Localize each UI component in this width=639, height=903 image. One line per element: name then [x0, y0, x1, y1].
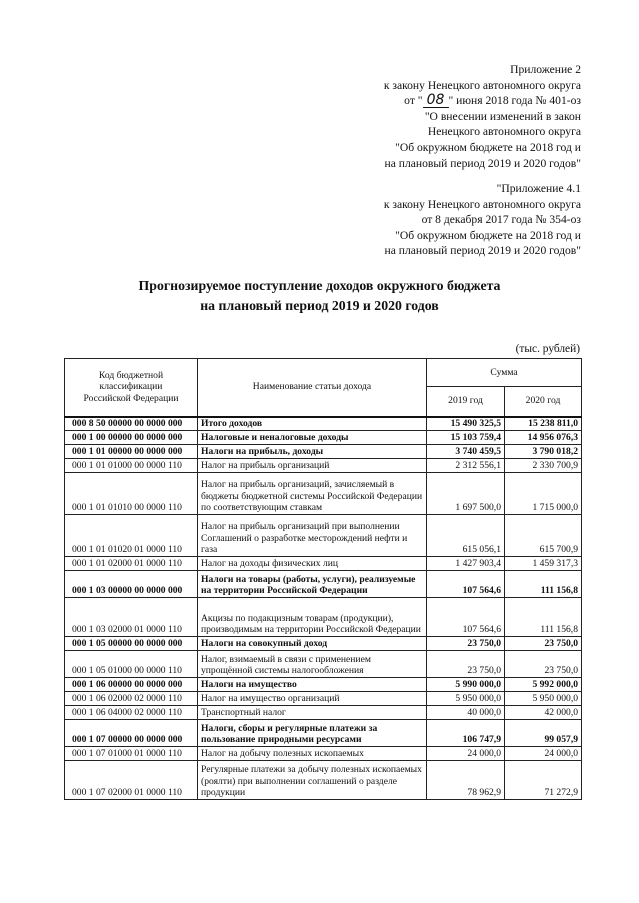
table-row	[65, 637, 582, 651]
table-row	[65, 431, 582, 445]
header-2019: 2019 год	[427, 387, 505, 417]
cell-code: 000 1 01 01020 01 0000 110	[65, 515, 198, 557]
cell-name: Регулярные платежи за добычу полезных ископаемых (роялти) при выполнении соглашений о разделе продукции	[198, 761, 427, 800]
appendix-4-1-title: "Приложение 4.1	[496, 182, 581, 195]
cell-name: Налоги, сборы и регулярные платежи за пользование природными ресурсами	[198, 720, 427, 747]
cell-code: 000 1 03 00000 00 0000 000	[65, 571, 198, 598]
appendix-4-1-date: от 8 декабря 2017 года № 354-оз	[421, 213, 581, 227]
table-row	[65, 720, 582, 747]
cell-code: 000 1 01 02000 01 0000 110	[65, 557, 198, 571]
table-row	[65, 747, 582, 761]
cell-code: 000 1 00 00000 00 0000 000	[65, 431, 198, 445]
table-row	[65, 598, 582, 637]
cell-2019: 5 950 000,0	[427, 692, 505, 706]
cell-2020: 23 750,0	[505, 651, 582, 678]
cell-2020: 14 956 076,3	[505, 431, 582, 445]
cell-code: 000 1 07 02000 01 0000 110	[65, 761, 198, 800]
cell-code: 000 1 01 01000 00 0000 110	[65, 459, 198, 473]
appendix-2-line7: на плановый период 2019 и 2020 годов"	[384, 156, 581, 170]
appendix-4-1-line5: на плановый период 2019 и 2020 годов"	[384, 244, 581, 258]
cell-name: Налоги на совокупный доход	[198, 637, 427, 651]
cell-name: Налоги на имущество	[198, 678, 427, 692]
table-row	[65, 557, 582, 571]
table-row	[65, 651, 582, 678]
title-line-1: Прогнозируемое поступление доходов окружного бюджета	[138, 278, 501, 293]
cell-code: 000 1 07 01000 01 0000 110	[65, 747, 198, 761]
cell-2019: 5 990 000,0	[427, 678, 505, 692]
cell-2019: 107 564,6	[427, 598, 505, 637]
cell-2020: 42 000,0	[505, 706, 582, 720]
cell-2020: 99 057,9	[505, 720, 582, 747]
cell-2019: 23 750,0	[427, 651, 505, 678]
table-row	[65, 459, 582, 473]
cell-2020: 71 272,9	[505, 761, 582, 800]
header-name: Наименование статьи дохода	[198, 359, 427, 417]
title-line-2: на плановый период 2019 и 2020 годов	[200, 298, 439, 313]
appendix-2-law: к закону Ненецкого автономного округа	[383, 78, 581, 92]
cell-name: Налог на имущество организаций	[198, 692, 427, 706]
cell-code: 000 1 06 02000 02 0000 110	[65, 692, 198, 706]
appendix-4-1-line4: "Об окружном бюджете на 2018 год и	[395, 228, 581, 242]
appendix-2-line4: "О внесении изменений в закон	[424, 109, 581, 123]
cell-2020: 2 330 700,9	[505, 459, 582, 473]
table-row	[65, 473, 582, 515]
appendix-4-1-law: к закону Ненецкого автономного округа	[383, 197, 581, 211]
cell-name: Акцизы по подакцизным товарам (продукции), производимым на территории Российской Федерации	[198, 598, 427, 637]
cell-2019: 107 564,6	[427, 571, 505, 598]
cell-code: 000 1 03 02000 01 0000 110	[65, 598, 198, 637]
appendix-2-line5: Ненецкого автономного округа	[427, 125, 581, 139]
cell-name: Налоговые и неналоговые доходы	[198, 431, 427, 445]
cell-name: Налоги на товары (работы, услуги), реализуемые на территории Российской Федерации	[198, 571, 427, 598]
cell-name: Налог на прибыль организаций, зачисляемый в бюджеты бюджетной системы Российской Федерации по соответствующим ставкам	[198, 473, 427, 515]
cell-code: 000 1 01 00000 00 0000 000	[65, 445, 198, 459]
appendix-2-title: Приложение 2	[510, 63, 581, 76]
cell-2020: 24 000,0	[505, 747, 582, 761]
cell-2020: 1 715 000,0	[505, 473, 582, 515]
header-2020: 2020 год	[505, 387, 582, 417]
cell-2020: 3 790 018,2	[505, 445, 582, 459]
table-row	[65, 706, 582, 720]
cell-2019: 1 697 500,0	[427, 473, 505, 515]
header-code: Код бюджетной классификации Российской Федерации	[65, 359, 198, 417]
revenue-table	[64, 358, 582, 800]
cell-2019: 78 962,9	[427, 761, 505, 800]
cell-name: Налоги на прибыль, доходы	[198, 445, 427, 459]
cell-2020: 23 750,0	[505, 637, 582, 651]
cell-2019: 15 103 759,4	[427, 431, 505, 445]
cell-2020: 5 992 000,0	[505, 678, 582, 692]
table-row	[65, 692, 582, 706]
cell-2019: 1 427 903,4	[427, 557, 505, 571]
table-row	[65, 445, 582, 459]
table-row	[65, 571, 582, 598]
cell-code: 000 1 05 00000 00 0000 000	[65, 637, 198, 651]
cell-2019: 3 740 459,5	[427, 445, 505, 459]
table-row	[65, 761, 582, 800]
cell-2020: 111 156,8	[505, 571, 582, 598]
cell-2019: 40 000,0	[427, 706, 505, 720]
cell-name: Налог на доходы физических лиц	[198, 557, 427, 571]
units-label: (тыс. рублей)	[515, 343, 580, 355]
cell-name: Налог на прибыль организаций при выполнении Соглашений о разработке месторождений нефти и газа	[198, 515, 427, 557]
handwritten-day: 08	[423, 94, 449, 108]
cell-name: Налог, взимаемый в связи с применением упрощённой системы налогообложения	[198, 651, 427, 678]
table-row	[65, 417, 582, 431]
document-title	[0, 276, 639, 316]
cell-code: 000 1 01 01010 00 0000 110	[65, 473, 198, 515]
appendix-2-line6: "Об окружном бюджете на 2018 год и	[395, 140, 581, 154]
cell-code: 000 1 06 04000 02 0000 110	[65, 706, 198, 720]
cell-2020: 1 459 317,3	[505, 557, 582, 571]
cell-name: Налог на прибыль организаций	[198, 459, 427, 473]
cell-code: 000 8 50 00000 00 0000 000	[65, 417, 198, 431]
date-prefix: от "	[404, 94, 423, 108]
cell-code: 000 1 06 00000 00 0000 000	[65, 678, 198, 692]
table-row	[65, 678, 582, 692]
cell-2019: 2 312 556,1	[427, 459, 505, 473]
cell-2020: 5 950 000,0	[505, 692, 582, 706]
appendix-2-date	[384, 93, 581, 109]
cell-2019: 615 056,1	[427, 515, 505, 557]
cell-2020: 615 700,9	[505, 515, 582, 557]
cell-2019: 106 747,9	[427, 720, 505, 747]
cell-code: 000 1 05 01000 00 0000 110	[65, 651, 198, 678]
cell-name: Транспортный налог	[198, 706, 427, 720]
cell-name: Итого доходов	[198, 417, 427, 431]
appendix-4-1-header	[384, 181, 581, 259]
header-sum: Сумма	[427, 359, 582, 387]
table-row	[65, 515, 582, 557]
cell-2019: 23 750,0	[427, 637, 505, 651]
cell-name: Налог на добычу полезных ископаемых	[198, 747, 427, 761]
cell-code: 000 1 07 00000 00 0000 000	[65, 720, 198, 747]
cell-2019: 24 000,0	[427, 747, 505, 761]
cell-2020: 111 156,8	[505, 598, 582, 637]
cell-2020: 15 238 811,0	[505, 417, 582, 431]
appendix-2-header	[384, 62, 581, 171]
date-suffix: " июня 2018 года № 401-оз	[448, 94, 581, 108]
cell-2019: 15 490 325,5	[427, 417, 505, 431]
